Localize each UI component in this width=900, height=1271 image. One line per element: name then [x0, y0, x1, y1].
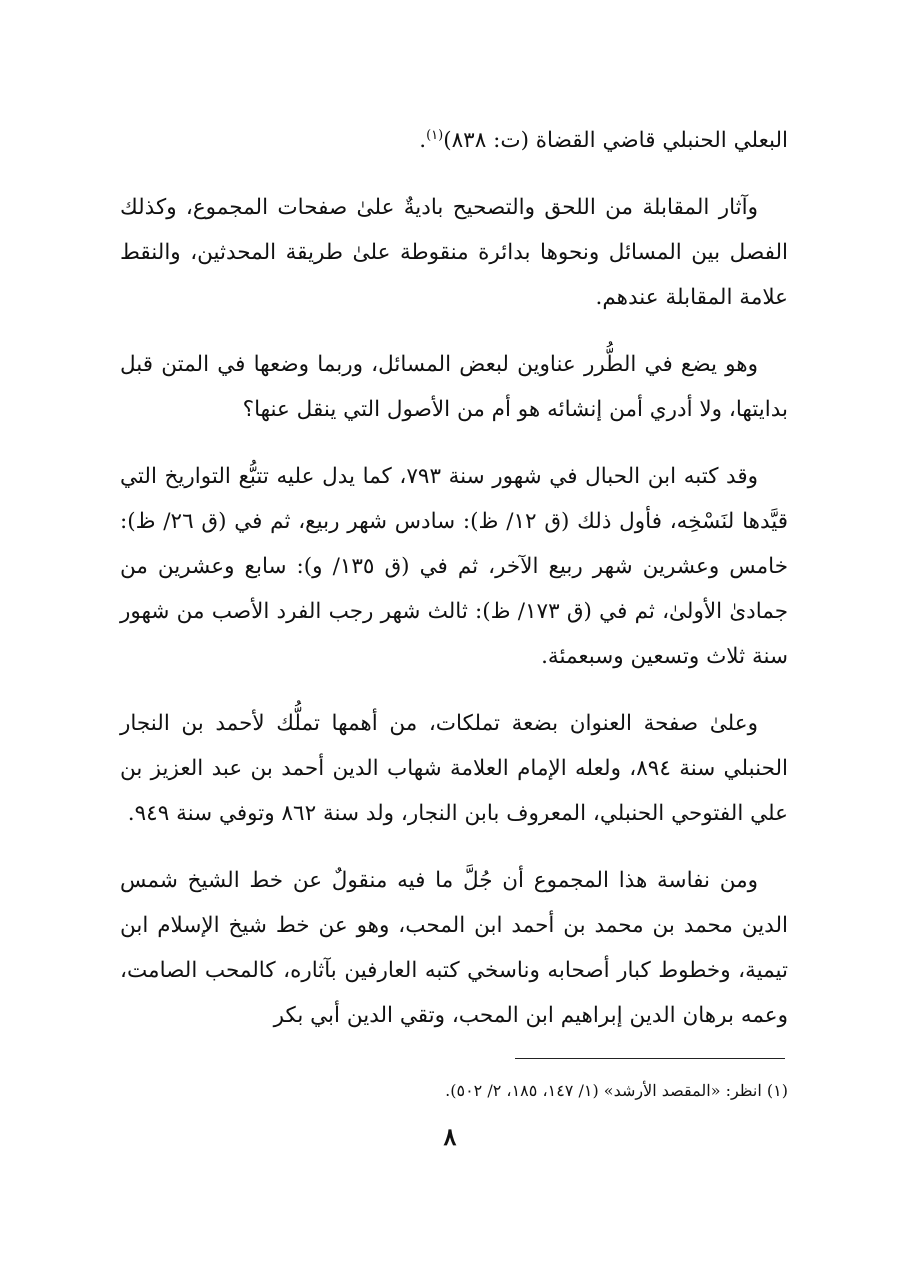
paragraph-copy-dates: وقد كتبه ابن الحبال في شهور سنة ٧٩٣، كما يدل عليه تتبُّع التواريخ التي قيَّدها لنَسْخِه، فأول ذلك (ق ١٢/ ظ): سادس شهر ربيع، ثم في (ق ٢٦/ ظ): خامس وعشرين شهر ربيع الآخر، ثم في (ق ١٣٥/ و): سابع وعشرين من جمادىٰ الأولىٰ، ثم في (ق ١٧٣/ ظ): ثالث شهر رجب الفرد الأصب من شهور سنة ثلاث وتسعين وسبعمئة.	[120, 464, 789, 669]
page-number: ٨	[443, 1122, 457, 1151]
footnote-divider	[515, 1058, 785, 1059]
paragraph-collation: وآثار المقابلة من اللحق والتصحيح باديةٌ علىٰ صفحات المجموع، وكذلك الفصل بين المسائل ونحوها بدائرة منقوطة علىٰ طريقة المحدثين، والنقط علامة المقابلة عندهم.	[120, 195, 788, 310]
paragraph-ownership: وعلىٰ صفحة العنوان بضعة تملكات، من أهمها تملُّك لأحمد بن النجار الحنبلي سنة ٨٩٤، ولعله الإمام العلامة شهاب الدين أحمد بن عبد العزيز بن علي الفتوحي الحنبلي، المعروف بابن النجار، ولد سنة ٨٦٢ وتوفي سنة ٩٤٩.	[120, 711, 788, 826]
page-body	[120, 118, 788, 1060]
footnote-reference[interactable]: (١)	[426, 127, 444, 143]
paragraph-value: ومن نفاسة هذا المجموع أن جُلَّ ما فيه منقولٌ عن خط الشيخ شمس الدين محمد بن محمد بن أحمد ابن المحب، وهو عن خط شيخ الإسلام ابن تيمية، وخطوط كبار أصحابه وناسخي كتبه العارفين بآثاره، كالمحب الصامت، وعمه برهان الدين إبراهيم ابن المحب، وتقي الدين أبي بكر	[120, 868, 788, 1028]
footnote: (١) انظر: «المقصد الأرشد» (١/ ١٤٧، ١٨٥، ٢/ ٥٠٢).	[445, 1081, 788, 1100]
opening-line-end: .	[419, 128, 427, 153]
opening-line-text: البعلي الحنبلي قاضي القضاة (ت: ٨٣٨)	[443, 128, 788, 153]
paragraph-margin-headings: وهو يضع في الطُّرر عناوين لبعض المسائل، وربما وضعها في المتن قبل بدايتها، ولا أدري أمن إنشائه هو أم من الأصول التي ينقل عنها؟	[120, 352, 788, 422]
opening-line	[120, 118, 788, 163]
